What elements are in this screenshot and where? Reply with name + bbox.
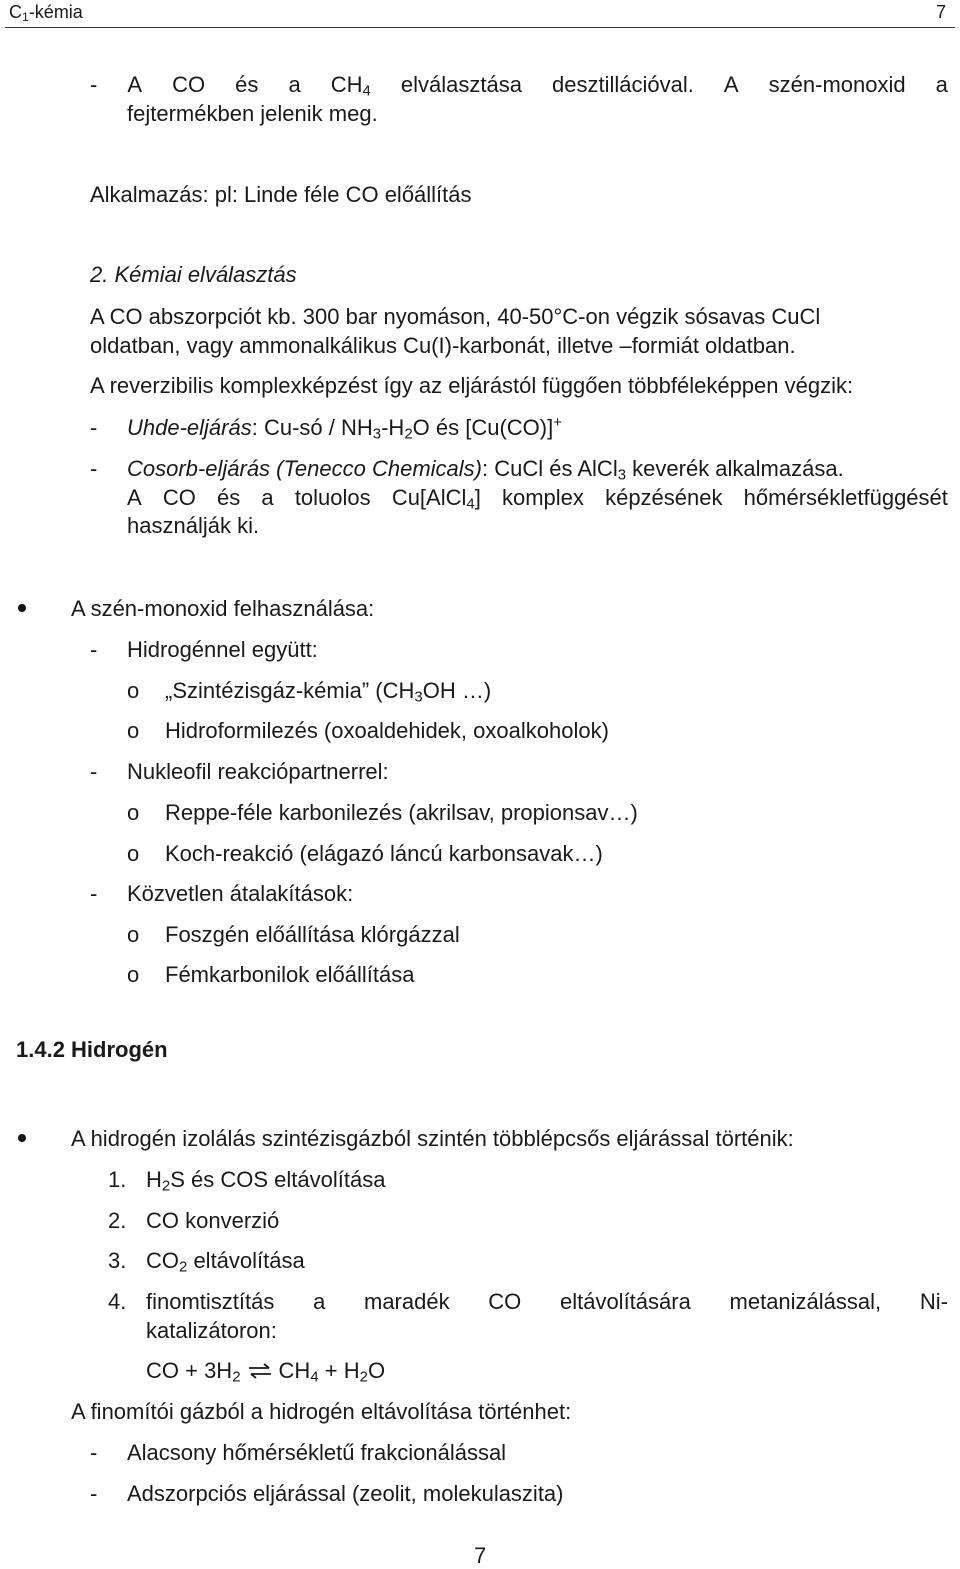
step-4-line2: katalizátoron: [146, 1318, 277, 1343]
usage-syngas: „Szintézisgáz-kémia” ($CH_3OH$ …) [165, 678, 492, 706]
word: A [127, 485, 142, 510]
sub-bullet: o [127, 678, 140, 703]
cosorb-dash: - [90, 456, 98, 481]
section-heading-hydrogen: 1.4.2 Hidrogén [16, 1037, 168, 1062]
dash: - [90, 1481, 98, 1506]
equilibrium-arrows-icon [247, 1363, 273, 1379]
word: CO [162, 485, 196, 510]
methanation-equation: CO + $3H_2$ $CH_4 + H_2O$ [146, 1358, 386, 1386]
step-1: $H_2S$ és COS eltávolítása [146, 1167, 386, 1195]
word: a [313, 1289, 326, 1314]
uhde-dash: - [90, 415, 98, 440]
word: a [935, 72, 948, 97]
dash: - [90, 759, 98, 784]
word: maradék [364, 1289, 450, 1314]
step-number: 4. [108, 1289, 127, 1314]
usage-title: A szén-monoxid felhasználása: [71, 596, 375, 621]
step-3: $CO_2$ eltávolítása [146, 1248, 305, 1276]
sub-bullet: o [127, 718, 140, 743]
word: és [235, 72, 259, 97]
sub-bullet: o [127, 922, 140, 947]
usage-nucleophile: Nukleofil reakciópartnerrel: [127, 759, 389, 784]
bullet-usage [18, 604, 26, 612]
step-number: 2. [108, 1208, 127, 1233]
step-4-line1 [146, 1289, 948, 1315]
dash: - [90, 637, 98, 662]
refinery-hydrogen-removal: A finomítói gázból a hidrogén eltávolítása történhet: [71, 1399, 572, 1424]
word: a [261, 485, 274, 510]
usage-hydroformylation: Hidroformilezés (oxoaldehidek, oxoalkoholok) [165, 718, 609, 743]
dash: - [90, 1440, 98, 1465]
word: - [90, 72, 98, 97]
absorption-line2: oldatban, vagy ammonalkálikus Cu(I)-karbonát, illetve –formiát oldatban. [90, 333, 796, 358]
header-title: $C_1$-kémia [9, 2, 83, 25]
word: CO [172, 72, 206, 97]
reversible-complex-line: A reverzibilis komplexképzést így az eljárástól függően többféleképpen végzik: [90, 373, 854, 398]
bullet-hydrogen [18, 1134, 26, 1142]
sub-bullet: o [127, 841, 140, 866]
cosorb-process-line2 [127, 485, 948, 511]
word: és [217, 485, 241, 510]
hydrogen-intro: A hidrogén izolálás szintézisgázból szintén többlépcsős eljárással történik: [71, 1126, 794, 1151]
usage-phosgene: Foszgén előállítása klórgázzal [165, 922, 460, 947]
adsorption-process: Adszorpciós eljárással (zeolit, molekulaszita) [127, 1481, 564, 1506]
word: $CH_4$ [330, 72, 371, 100]
footer-page-number: 7 [474, 1543, 487, 1568]
usage-koch: Koch-reakció (elágazó láncú karbonsavak…) [165, 841, 603, 866]
word: elválasztása [400, 72, 522, 97]
word: képzésének [605, 485, 723, 510]
dash: - [90, 881, 98, 906]
word: desztillációval. [552, 72, 694, 97]
word: hőmérsékletfüggését [743, 485, 948, 510]
usage-hydrogen: Hidrogénnel együtt: [127, 637, 318, 662]
word: A [127, 72, 143, 97]
header-page-number: 7 [935, 2, 946, 22]
uhde-process-line: Uhde-eljárás: Cu-só / $NH_3-H_2O$ és [Cu(CO)]+ [127, 413, 562, 443]
word: Ni- [919, 1289, 948, 1314]
word: szén-monoxid [768, 72, 906, 97]
sub-bullet: o [127, 962, 140, 987]
co-ch4-separation-line2: fejtermékben jelenik meg. [127, 101, 378, 126]
co-ch4-separation-line1 [90, 72, 948, 98]
word: komplex [502, 485, 584, 510]
usage-direct: Közvetlen átalakítások: [127, 881, 354, 906]
word: metanizálással, [729, 1289, 882, 1314]
word: toluolos [294, 485, 371, 510]
word: eltávolítására [559, 1289, 691, 1314]
word: a [288, 72, 301, 97]
step-number: 3. [108, 1248, 127, 1273]
cosorb-process-line: Cosorb-eljárás (Tenecco Chemicals): CuCl és AlCl$_3$ keverék alkalmazása. [127, 456, 844, 484]
step-2: CO konverzió [146, 1208, 280, 1233]
sub-bullet: o [127, 800, 140, 825]
cosorb-process-line3: használják ki. [127, 513, 260, 538]
word: finomtisztítás [146, 1289, 275, 1314]
word: CO [488, 1289, 522, 1314]
low-temperature-fractionation: Alacsony hőmérsékletű frakcionálással [127, 1440, 507, 1465]
header-rule [5, 27, 955, 28]
usage-metal-carbonyls: Fémkarbonilok előállítása [165, 962, 415, 987]
word: Cu[AlCl$_4$] [391, 485, 481, 513]
absorption-line1: A CO abszorpciót kb. 300 bar nyomáson, 40-50°C-on végzik sósavas CuCl [90, 304, 821, 329]
usage-reppe: Reppe-féle karbonilezés (akrilsav, propionsav…) [165, 800, 638, 825]
chemical-separation-title: 2. Kémiai elválasztás [90, 262, 297, 287]
application-line: Alkalmazás: pl: Linde féle CO előállítás [90, 182, 472, 207]
word: A [723, 72, 739, 97]
step-number: 1. [108, 1167, 127, 1192]
